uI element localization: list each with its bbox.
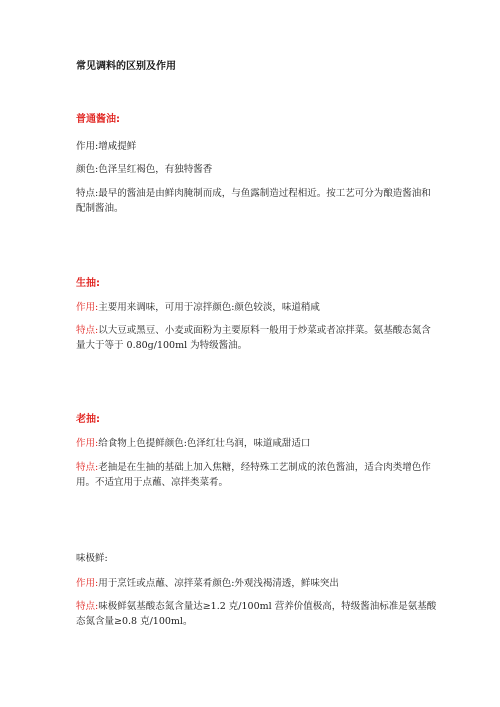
premium-soy-feature-label: 特点:: [76, 601, 99, 612]
premium-soy-feature-text: 味极鲜氨基酸态氮含量达≥1.2 克/100ml 营养价值极高，特级酱油标准是氨基酸态氮含量≥0.8 克/100ml。: [76, 601, 437, 627]
section-heading-regular-soy-sauce: 普通酱油:: [76, 114, 120, 125]
section-heading-premium-soy-sauce: 味极鲜:: [76, 553, 108, 564]
premium-soy-usage-label: 作用:: [76, 578, 99, 589]
dark-soy-feature-text: 老抽是在生抽的基础上加入焦糖，经特殊工艺制成的浓色酱油，适合肉类增色作用。不适宜用于点蘸、凉拌类菜肴。: [76, 462, 431, 488]
light-soy-feature: [76, 323, 438, 353]
regular-soy-usage: 作用:增咸提鲜: [76, 141, 137, 152]
dark-soy-feature-label: 特点:: [76, 462, 99, 473]
light-soy-feature-text: 以大豆或黑豆、小麦或面粉为主要原料一般用于炒菜或者凉拌菜。氨基酸态氮含量大于等于 0.80g/100ml 为特级酱油。: [76, 325, 431, 351]
light-soy-usage-label: 作用:: [76, 302, 99, 313]
regular-soy-feature: 特点:最早的酱油是由鲜肉腌制而成，与鱼露制造过程相近。按工艺可分为酿造酱油和配制酱油。: [76, 188, 431, 214]
section-heading-light-soy-sauce: 生抽:: [76, 278, 100, 289]
premium-soy-usage-text: 用于烹饪或点蘸、凉拌菜肴颜色:外观浅褐清透，鲜味突出: [98, 578, 339, 589]
light-soy-usage: [76, 300, 436, 315]
dark-soy-feature: [76, 460, 438, 490]
premium-soy-usage: [76, 576, 436, 591]
dark-soy-usage: [76, 436, 436, 451]
premium-soy-feature: [76, 599, 438, 629]
light-soy-feature-label: 特点:: [76, 325, 99, 336]
section-heading-dark-soy-sauce: 老抽:: [76, 414, 100, 425]
document-title: 常见调料的区别及作用: [76, 61, 176, 72]
dark-soy-usage-text: 给食物上色提鲜颜色:色泽红壮乌润，味道咸甜适口: [98, 438, 311, 449]
regular-soy-color: 颜色:色泽呈红褐色，有独特酱香: [76, 164, 213, 175]
light-soy-usage-text: 主要用来调味，可用于凉拌颜色:颜色较淡，味道稍咸: [98, 302, 320, 313]
dark-soy-usage-label: 作用:: [76, 438, 99, 449]
